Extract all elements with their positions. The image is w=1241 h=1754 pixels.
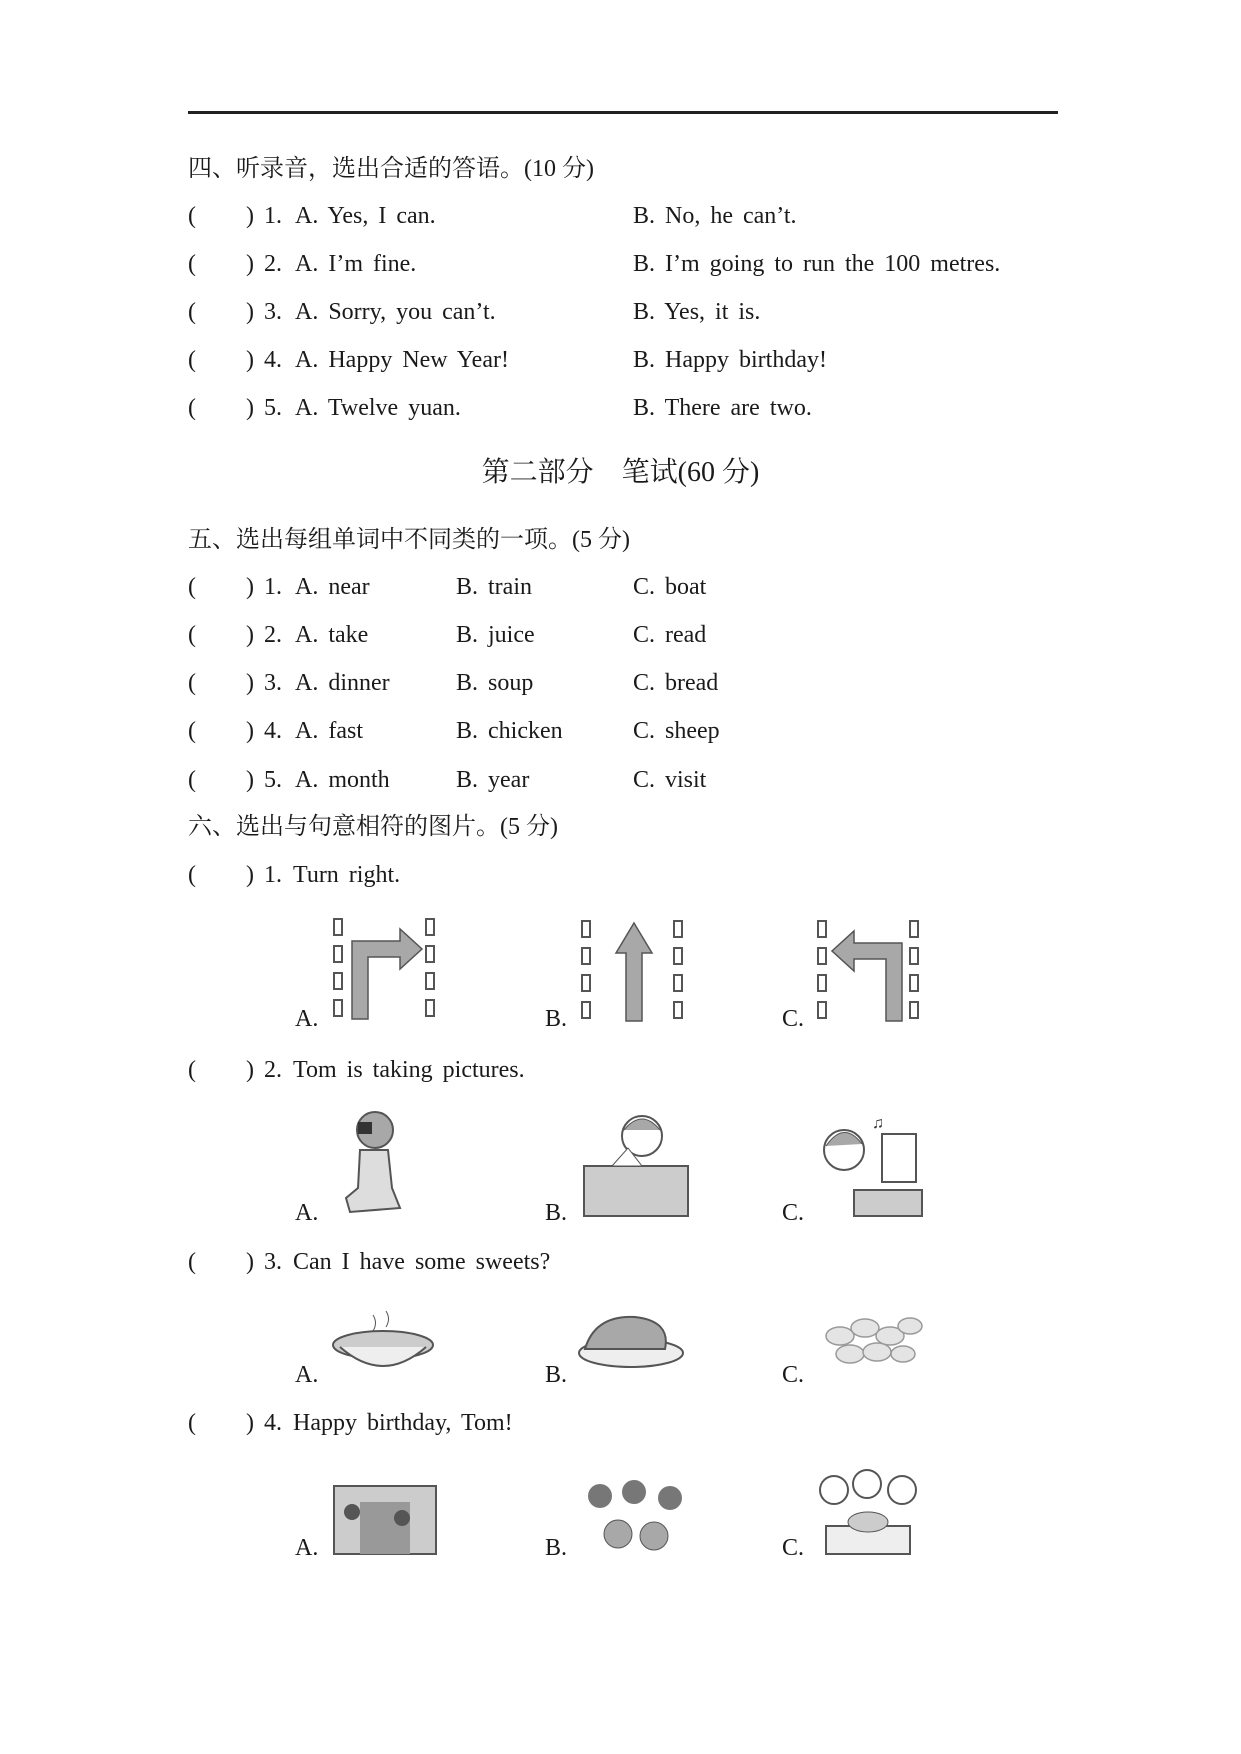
option-c: C. visit bbox=[633, 767, 707, 793]
answer-blank-open[interactable]: ( bbox=[188, 718, 196, 744]
turn-left-sign-image[interactable] bbox=[814, 913, 924, 1025]
girl-taking-pictures-image[interactable] bbox=[330, 1108, 410, 1218]
option-a: A. Yes, I can. bbox=[295, 203, 436, 229]
option-label[interactable]: A. bbox=[295, 1200, 319, 1226]
option-a: A. near bbox=[295, 574, 370, 600]
question-number: ) 1. bbox=[246, 574, 282, 600]
option-c: C. bread bbox=[633, 670, 719, 696]
answer-blank-open[interactable]: ( bbox=[188, 1249, 196, 1275]
question-number: ) 3. bbox=[246, 299, 282, 325]
option-label[interactable]: C. bbox=[782, 1362, 805, 1388]
option-label[interactable]: B. bbox=[545, 1006, 568, 1032]
question-number: ) 1. bbox=[246, 862, 282, 888]
boy-using-computer-image[interactable] bbox=[814, 1110, 924, 1220]
section4-title: 四、听录音，选出合适的答语。(10 分) bbox=[188, 156, 594, 182]
header-rule bbox=[188, 111, 1058, 114]
soup-bowl-image[interactable] bbox=[328, 1305, 438, 1381]
question-text: Turn right. bbox=[293, 862, 401, 888]
answer-blank-open[interactable]: ( bbox=[188, 203, 196, 229]
option-b: B. Happy birthday! bbox=[633, 347, 827, 373]
sweets-image[interactable] bbox=[815, 1306, 925, 1382]
answer-blank-open[interactable]: ( bbox=[188, 767, 196, 793]
bread-loaf-image[interactable] bbox=[575, 1303, 685, 1379]
option-c: C. sheep bbox=[633, 718, 720, 744]
question-number: ) 4. bbox=[246, 718, 282, 744]
section5-title: 五、选出每组单词中不同类的一项。(5 分) bbox=[188, 527, 630, 553]
option-b: B. train bbox=[456, 574, 532, 600]
question-number: ) 2. bbox=[246, 251, 282, 277]
question-number: ) 2. bbox=[246, 1057, 282, 1083]
question-text: Tom is taking pictures. bbox=[293, 1057, 525, 1083]
option-b: B. There are two. bbox=[633, 395, 812, 421]
question-number: ) 4. bbox=[246, 1410, 282, 1436]
option-label[interactable]: C. bbox=[782, 1535, 805, 1561]
part2-title: 第二部分 笔试(60 分) bbox=[481, 457, 760, 488]
option-b: B. year bbox=[456, 767, 530, 793]
question-text: Can I have some sweets? bbox=[293, 1249, 551, 1275]
option-b: B. soup bbox=[456, 670, 534, 696]
question-number: ) 1. bbox=[246, 203, 282, 229]
birthday-party-image[interactable] bbox=[812, 1460, 922, 1560]
option-c: C. read bbox=[633, 622, 707, 648]
answer-blank-open[interactable]: ( bbox=[188, 251, 196, 277]
option-label[interactable]: B. bbox=[545, 1200, 568, 1226]
children-with-pumpkins-image[interactable] bbox=[578, 1462, 688, 1554]
option-label[interactable]: B. bbox=[545, 1535, 568, 1561]
option-a: A. Sorry, you can’t. bbox=[295, 299, 496, 325]
option-a: A. take bbox=[295, 622, 369, 648]
people-at-gate-image[interactable] bbox=[330, 1466, 440, 1558]
answer-blank-open[interactable]: ( bbox=[188, 347, 196, 373]
option-b: B. No, he can’t. bbox=[633, 203, 797, 229]
answer-blank-open[interactable]: ( bbox=[188, 1410, 196, 1436]
option-label[interactable]: C. bbox=[782, 1200, 805, 1226]
option-a: A. dinner bbox=[295, 670, 390, 696]
section6-title: 六、选出与句意相符的图片。(5 分) bbox=[188, 814, 558, 840]
question-number: ) 3. bbox=[246, 1249, 282, 1275]
option-label[interactable]: A. bbox=[295, 1535, 319, 1561]
go-straight-sign-image[interactable] bbox=[578, 913, 688, 1025]
option-a: A. month bbox=[295, 767, 390, 793]
question-number: ) 3. bbox=[246, 670, 282, 696]
question-number: ) 4. bbox=[246, 347, 282, 373]
option-c: C. boat bbox=[633, 574, 707, 600]
option-label[interactable]: A. bbox=[295, 1362, 319, 1388]
option-b: B. juice bbox=[456, 622, 535, 648]
option-label[interactable]: B. bbox=[545, 1362, 568, 1388]
option-a: A. fast bbox=[295, 718, 363, 744]
option-b: B. Yes, it is. bbox=[633, 299, 761, 325]
answer-blank-open[interactable]: ( bbox=[188, 395, 196, 421]
answer-blank-open[interactable]: ( bbox=[188, 622, 196, 648]
option-a: A. Happy New Year! bbox=[295, 347, 509, 373]
turn-right-sign-image[interactable] bbox=[330, 911, 440, 1023]
option-a: A. I’m fine. bbox=[295, 251, 417, 277]
option-b: B. I’m going to run the 100 metres. bbox=[633, 251, 1001, 277]
answer-blank-open[interactable]: ( bbox=[188, 670, 196, 696]
svg-text:♫: ♫ bbox=[872, 1115, 884, 1132]
option-a: A. Twelve yuan. bbox=[295, 395, 461, 421]
answer-blank-open[interactable]: ( bbox=[188, 862, 196, 888]
option-label[interactable]: A. bbox=[295, 1006, 319, 1032]
question-number: ) 5. bbox=[246, 767, 282, 793]
answer-blank-open[interactable]: ( bbox=[188, 574, 196, 600]
question-number: ) 5. bbox=[246, 395, 282, 421]
boy-reading-image[interactable] bbox=[582, 1108, 692, 1218]
answer-blank-open[interactable]: ( bbox=[188, 1057, 196, 1083]
option-label[interactable]: C. bbox=[782, 1006, 805, 1032]
answer-blank-open[interactable]: ( bbox=[188, 299, 196, 325]
question-number: ) 2. bbox=[246, 622, 282, 648]
option-b: B. chicken bbox=[456, 718, 563, 744]
question-text: Happy birthday, Tom! bbox=[293, 1410, 513, 1436]
